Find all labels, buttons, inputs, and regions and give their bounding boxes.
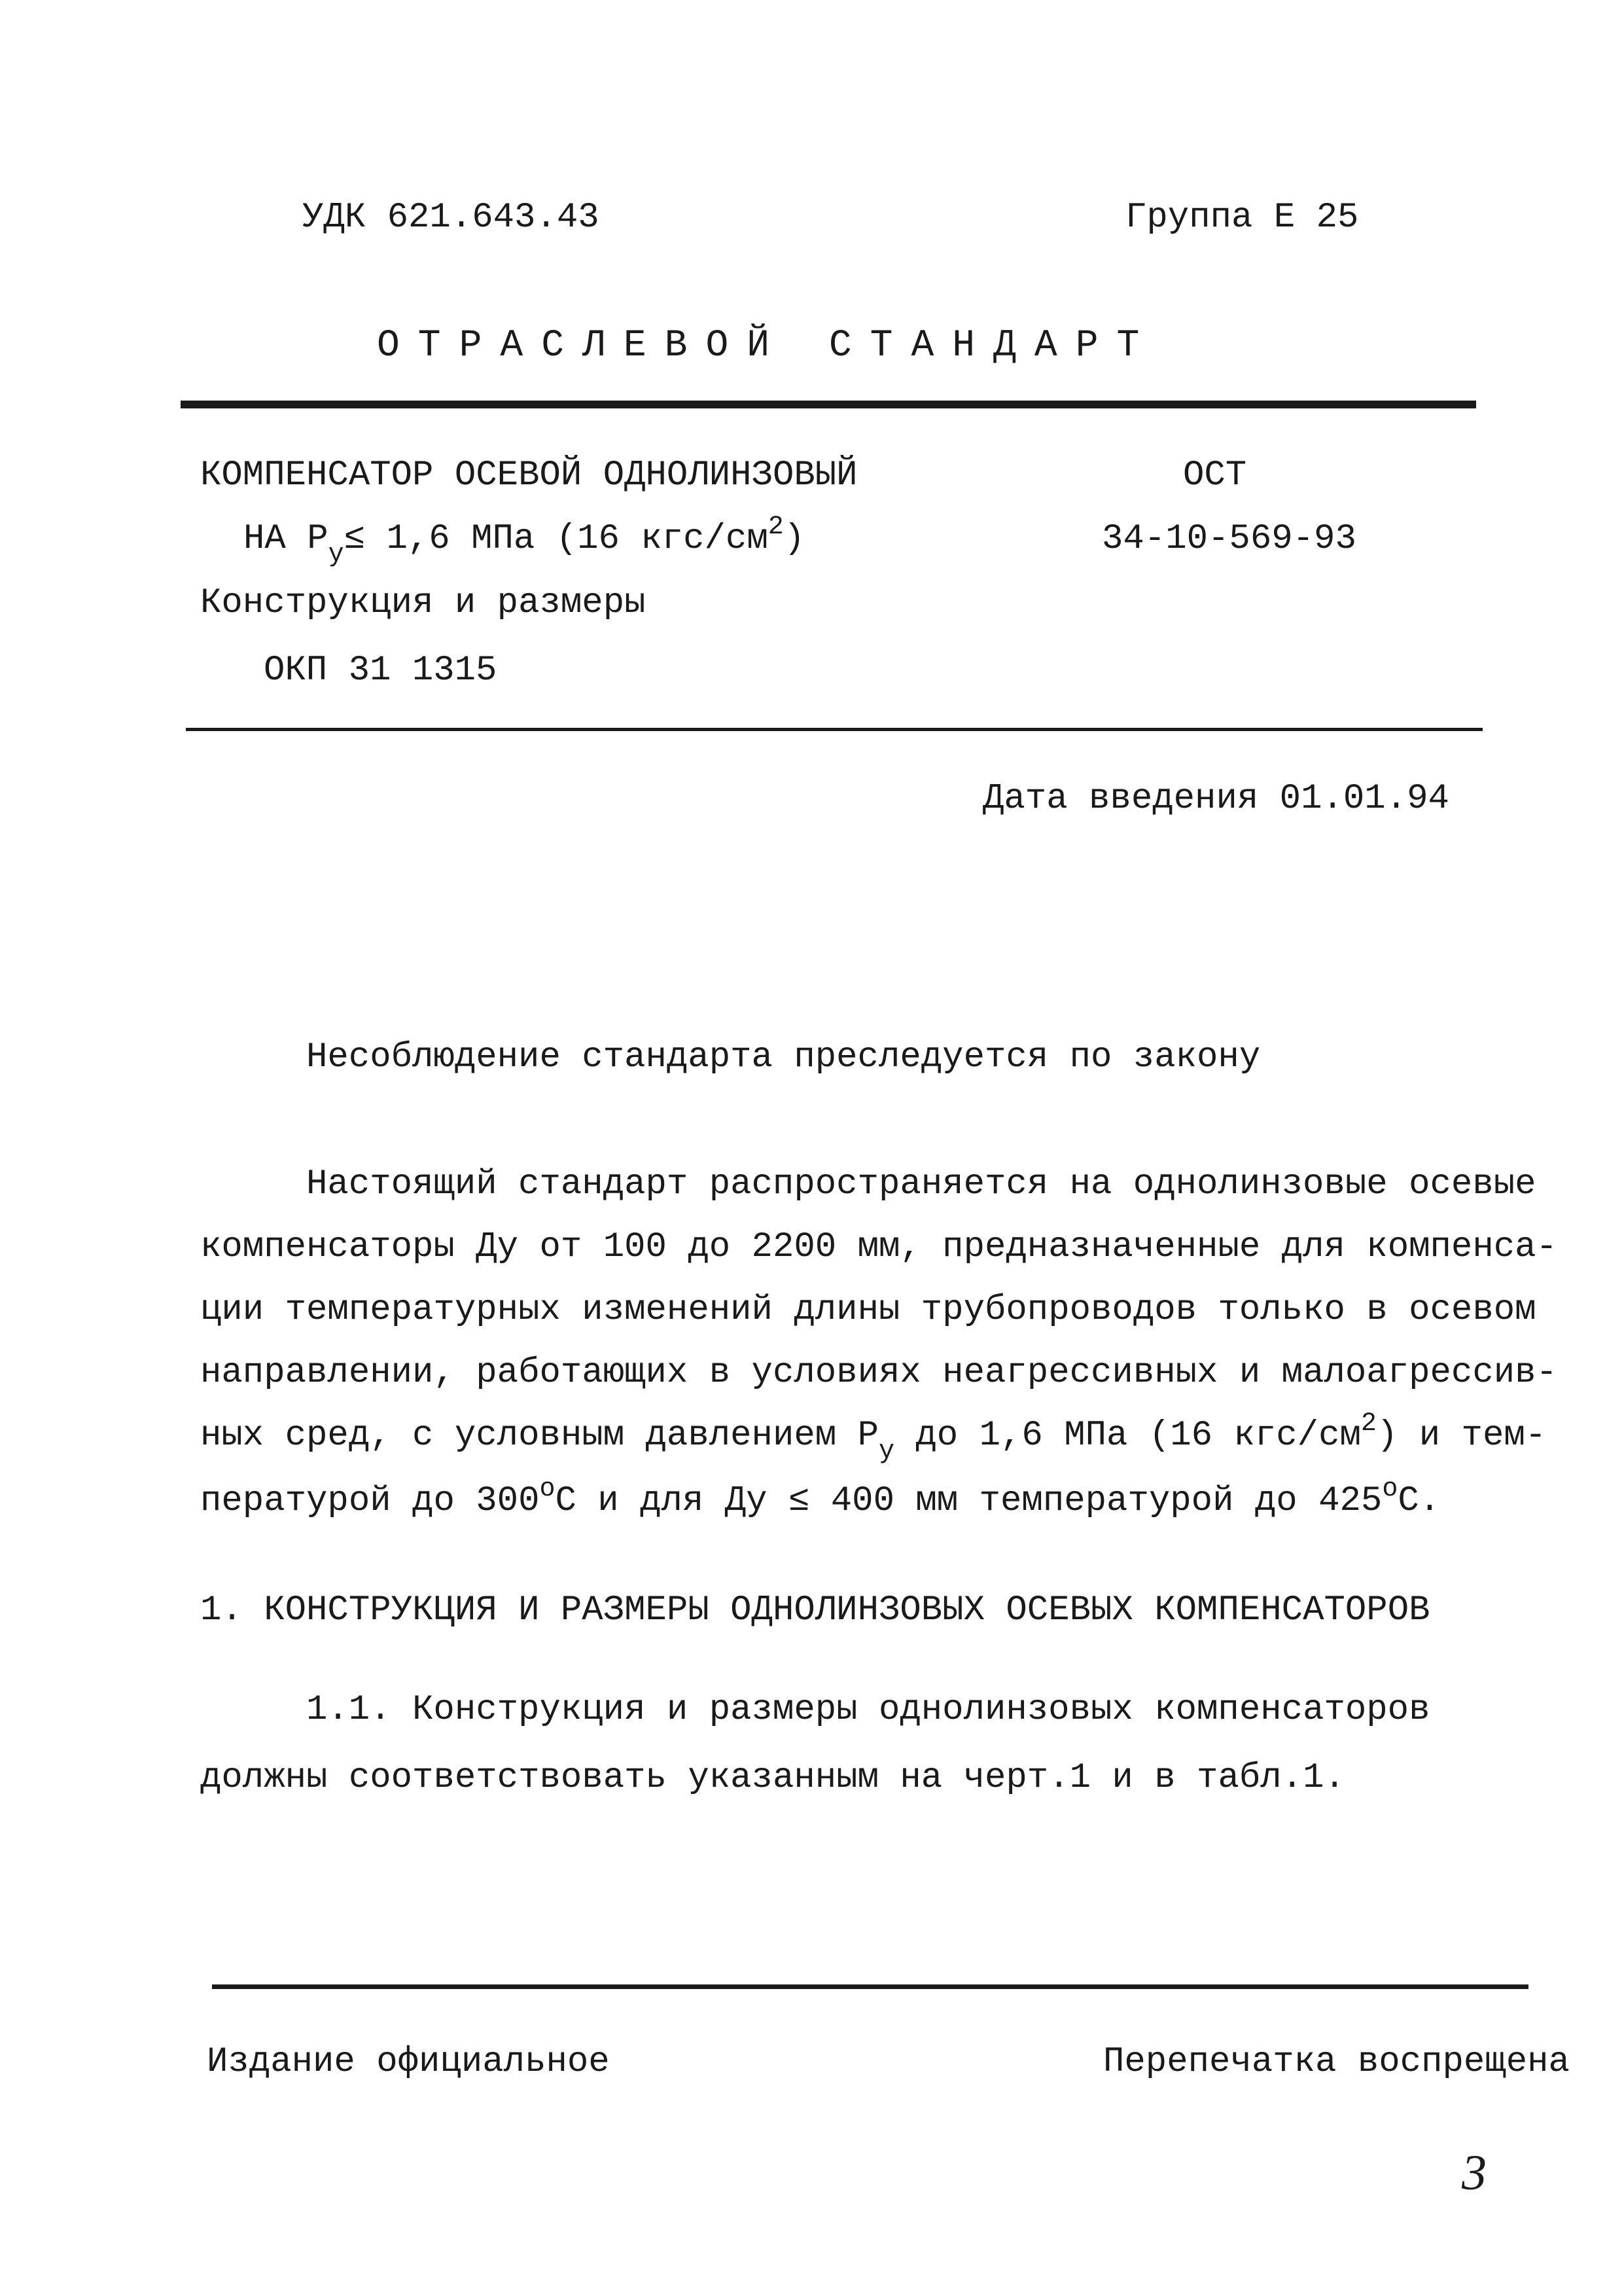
introduction-date: Дата введения 01.01.94 [983,779,1449,819]
product-name-line1: КОМПЕНСАТОР ОСЕВОЙ ОДНОЛИНЗОВЫЙ [200,456,858,495]
scope-line-6-degree-1: о [539,1475,556,1504]
scope-line-4: направлении, работающих в условиях неагрессивных и малоагрессив- [200,1353,1557,1393]
udk-code: УДК 621.643.43 [302,198,599,238]
name-line2-prefix: НА Р [243,519,328,559]
scope-line-5-a: ных сред, с условным давлением Р [200,1416,879,1456]
name-line2-suffix: ) [783,519,805,559]
scope-line-5-c: ) и тем- [1376,1416,1547,1456]
okp-code: ОКП 31 1315 [264,651,497,691]
scope-line-2: компенсаторы Ду от 100 до 2200 мм, предназначенные для компенса- [200,1227,1557,1267]
product-name-line3: Конструкция и размеры [200,583,646,623]
section-1-1-line-1: 1.1. Конструкция и размеры однолинзовых компенсаторов [306,1690,1430,1730]
page-number: 3 [1462,2145,1487,2200]
footer-rule [212,1984,1528,1989]
scope-line-3: ции температурных изменений длины трубопроводов только в осевом [200,1290,1536,1330]
scope-line-6-b: С и для Ду ≤ 400 мм температурой до 425 [555,1481,1383,1521]
footer-official-edition: Издание официальное [207,2042,610,2082]
top-thick-rule [181,401,1476,408]
scope-paragraph [200,1153,1557,1535]
scope-line-5-b: до 1,6 МПа (16 кгс/см [894,1416,1361,1456]
scope-line-1: Настоящий стандарт распространяется на однолинзовые осевые [306,1164,1536,1204]
designation-bottom-rule [186,728,1483,731]
scope-line-6 [200,1470,1483,1535]
scope-line-6-degree-2: о [1382,1475,1398,1504]
scope-line-6-c: С. [1398,1481,1441,1521]
section-1-heading: 1. КОНСТРУКЦИЯ И РАЗМЕРЫ ОДНОЛИНЗОВЫХ ОСЕВЫХ КОМПЕНСАТОРОВ [200,1590,1430,1630]
group-code: Группа Е 25 [1125,198,1359,238]
ost-number: 34-10-569-93 [1102,519,1356,559]
scope-line-5-subscript: у [878,1437,894,1466]
scope-line-5-superscript: 2 [1360,1409,1377,1439]
scope-line-6-a: пературой до 300 [200,1481,540,1521]
standard-title: ОТРАСЛЕВОЙ СТАНДАРТ [377,325,1158,367]
product-name-line2 [243,512,805,569]
section-1-1-line-2: должны соответствовать указанным на черт.1 и в табл.1. [200,1758,1345,1798]
name-line2-mid: ≤ 1,6 МПа (16 кгс/см [344,519,768,559]
legal-notice: Несоблюдение стандарта преследуется по закону [306,1037,1261,1077]
name-line2-superscript: 2 [768,512,784,542]
ost-label: ОСТ [1183,456,1247,495]
footer-reprint-prohibited: Перепечатка воспрещена [1103,2042,1570,2082]
name-line2-subscript: у [328,540,344,569]
scope-line-5 [200,1405,1547,1470]
